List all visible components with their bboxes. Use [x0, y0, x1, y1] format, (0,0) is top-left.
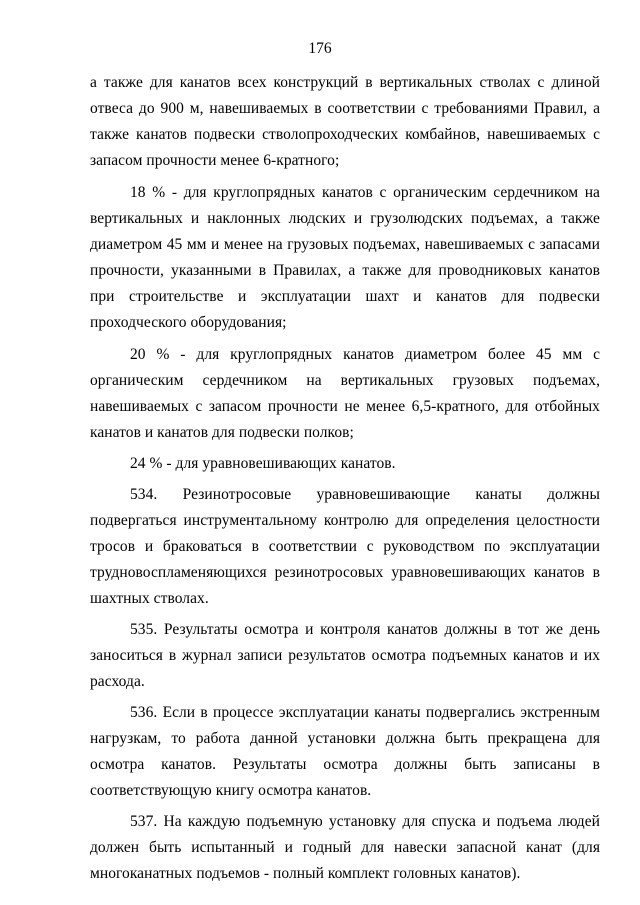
paragraph-536: 536. Если в процессе эксплуатации канаты подвергались экстренным нагрузкам, то работа данной установки должна быть прекращена для осмотра канатов. Результаты осмотра должны быть записаны в соответствующую книгу осмотра канатов. [90, 704, 600, 799]
document-body [90, 70, 600, 887]
paragraph-continuation: а также для канатов всех конструкций в вертикальных стволах с длиной отвеса до 900 м, навешиваемых в соответствии с требованиями Правил, а также канатов подвески стволопроходческих комбайнов, навешиваемых с запасом прочности менее 6-кратного; [90, 74, 600, 169]
paragraph-20-percent: 20 % - для круглопрядных канатов диаметром более 45 мм с органическим сердечником на вертикальных грузовых подъемах, навешиваемых с запасом прочности не менее 6,5-кратного, для отбойных канатов и канатов для подвески полков; [90, 346, 600, 441]
paragraph-534: 534. Резинотросовые уравновешивающие канаты должны подвергаться инструментальному контролю для определения целостности тросов и браковаться в соответствии с руководством по эксплуатации трудновоспламеняющихся резинотросовых уравновешивающих канатов в шахтных стволах. [90, 486, 600, 607]
paragraph-18-percent: 18 % - для круглопрядных канатов с органическим сердечником на вертикальных и наклонных людских и грузолюдских подъемах, а также диаметром 45 мм и менее на грузовых подъемах, навешиваемых с запасами прочности, указанными в Правилах, а также для проводниковых канатов при строительстве и эксплуатации шахт и канатов для подвески проходческого оборудования; [90, 184, 600, 331]
paragraph-24-percent: 24 % - для уравновешивающих канатов. [130, 455, 396, 472]
paragraph-537: 537. На каждую подъемную установку для спуска и подъема людей должен быть испытанный и годный для навески запасной канат (для многоканатных подъемов - полный комплект головных канатов). [90, 813, 600, 882]
paragraph-535: 535. Результаты осмотра и контроля канатов должны в тот же день заноситься в журнал записи результатов осмотра подъемных канатов и их расхода. [90, 621, 600, 690]
page-number: 176 [308, 40, 332, 57]
